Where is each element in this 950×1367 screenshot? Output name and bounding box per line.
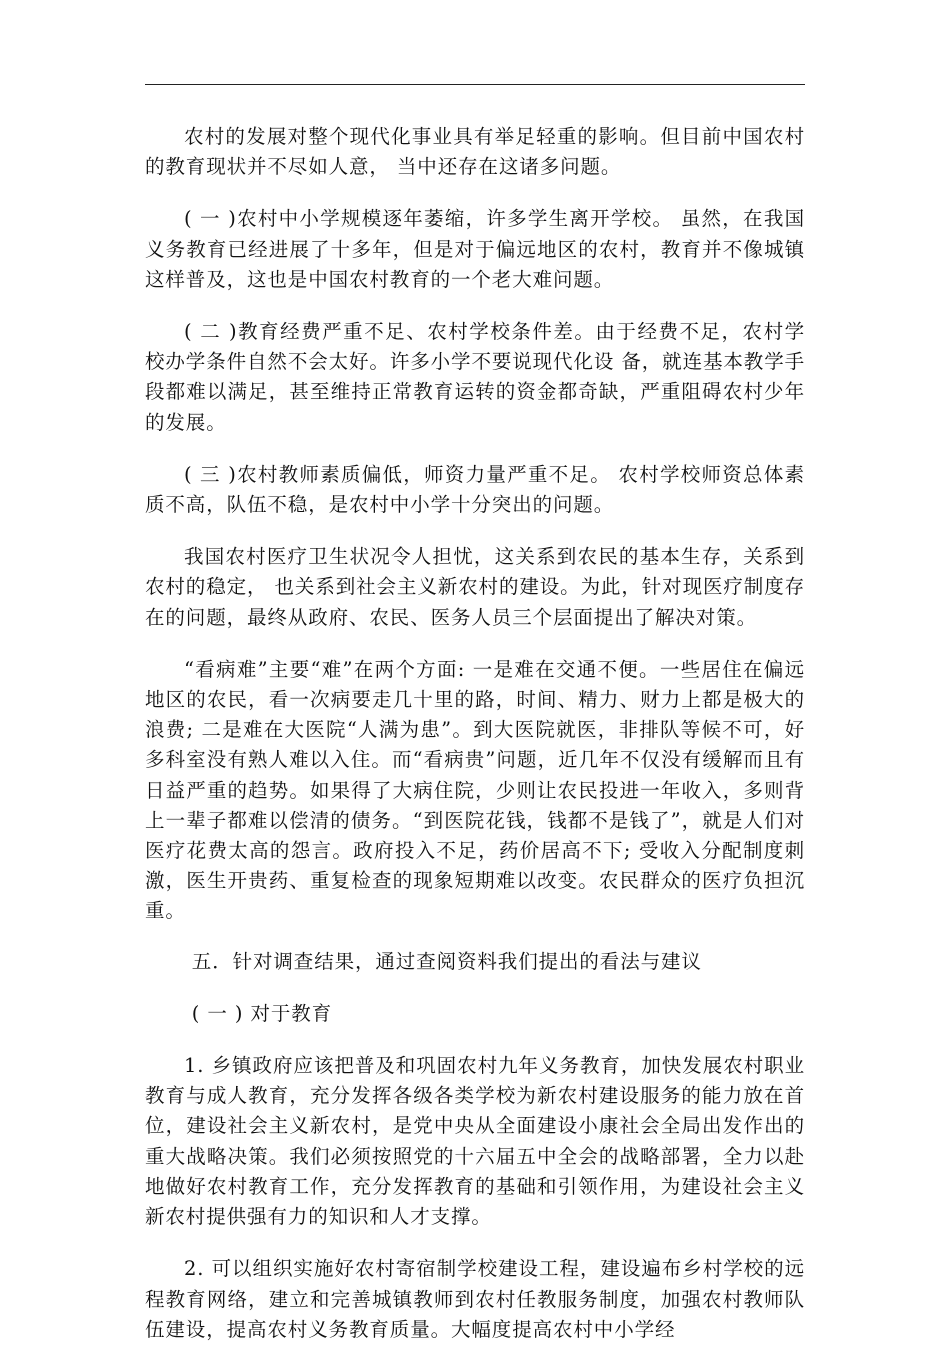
numbered-paragraph-2: 2. 可以组织实施好农村寄宿制学校建设工程，建设遍布乡村学校的远程教育网络，建立和完善城镇教师到农村任教服务制度，加强农村教师队伍建设，提高农村义务教育质量。大幅度提高农村中小学经 [145, 1257, 805, 1341]
paragraph-issue-2: ( 二 )教育经费严重不足、农村学校条件差。由于经费不足，农村学校办学条件自然不会太好。许多小学不要说现代化设 备，就连基本教学手段都难以满足，甚至维持正常教育运转的资金都奇缺，严重阻碍农村少年的发展。 [145, 320, 805, 434]
subsection-heading: ( 一 ) 对于教育 [191, 1001, 333, 1025]
document-body [145, 122, 805, 1367]
numbered-paragraph-1: 1. 乡镇政府应该把普及和巩固农村九年义务教育，加快发展农村职业教育与成人教育，充分发挥各级各类学校为新农村建设服务的能力放在首位，建设社会主义新农村，是党中央从全面建设小康社会全局出发作出的重大战略决策。我们必须按照党的十六届五中全会的战略部署，全力以赴地做好农村教育工作，充分发挥教育的基础和引领作用，为建设社会主义新农村提供强有力的知识和人才支撑。 [145, 1054, 805, 1229]
paragraph-issue-3: ( 三 )农村教师素质偏低，师资力量严重不足。 农村学校师资总体素质不高，队伍不稳，是农村中小学十分突出的问题。 [145, 462, 805, 517]
header-rule [145, 84, 805, 85]
section-heading: 五．针对调查结果，通过查阅资料我们提出的看法与建议 [191, 949, 702, 973]
paragraph-intro: 农村的发展对整个现代化事业具有举足轻重的影响。但目前中国农村的教育现状并不尽如人意， 当中还存在这诸多问题。 [145, 125, 805, 179]
paragraph-medical-intro: 我国农村医疗卫生状况令人担忧，这关系到农民的基本生存，关系到农村的稳定， 也关系到社会主义新农村的建设。为此，针对现医疗制度存在的问题，最终从政府、农民、医务人员三个层面提出了解决对策。 [145, 545, 805, 629]
paragraph-medical-detail: “看病难”主要“难”在两个方面: 一是难在交通不便。一些居住在偏远地区的农民，看一次病要走几十里的路，时间、精力、财力上都是极大的浪费; 二是难在大医院“人满为患”。到大医院就医，非排队等候不可，好多科室没有熟人难以入住。而“看病贵”问题，近几年不仅没有缓解而且有日益严重的趋势。如果得了大病住院，少则让农民投进一年收入，多则背上一辈子都难以偿清的债务。“到医院花钱，钱都不是钱了”，就是人们对医疗花费太高的怨言。政府投入不足，药价居高不下; 受收入分配制度刺激，医生开贵药、重复检查的现象短期难以改变。农民群众的医疗负担沉重。 [145, 657, 805, 923]
paragraph-issue-1: ( 一 )农村中小学规模逐年萎缩，许多学生离开学校。 虽然，在我国义务教育已经进展了十多年，但是对于偏远地区的农村，教育并不像城镇这样普及，这也是中国农村教育的一个老大难问题。 [145, 207, 805, 291]
